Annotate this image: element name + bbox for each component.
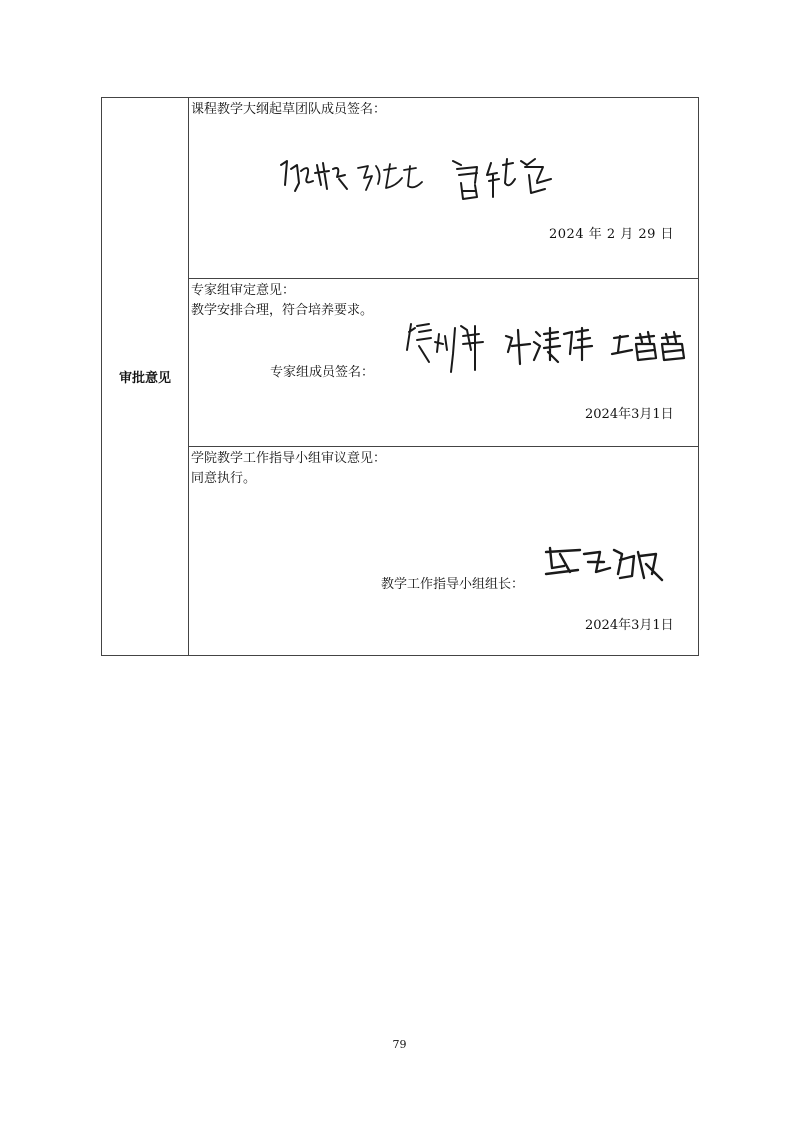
college-group-opinion: 同意执行。 [191, 471, 257, 486]
drafting-signature-1 [277, 155, 355, 195]
expert-group-date: 2024年3月1日 [585, 407, 674, 422]
expert-signature-3 [610, 330, 690, 364]
college-group-date: 2024年3月1日 [585, 618, 674, 633]
column-divider [188, 98, 189, 655]
drafting-signature-2 [356, 160, 426, 194]
expert-group-heading: 专家组审定意见： [191, 283, 296, 298]
expert-group-opinion: 教学安排合理，符合培养要求。 [191, 303, 374, 318]
expert-signature-label: 专家组成员签名： [270, 365, 375, 380]
expert-signature-1 [405, 320, 497, 376]
expert-signature-2 [502, 324, 594, 370]
page-number: 79 [392, 1038, 407, 1051]
row-divider-2 [188, 446, 698, 447]
college-leader-label: 教学工作指导小组组长： [381, 577, 525, 592]
college-group-heading: 学院教学工作指导小组审议意见： [191, 451, 387, 466]
drafting-team-date: 2024 年 2 月 29 日 [549, 227, 675, 242]
drafting-signature-3 [447, 153, 559, 203]
row-divider-1 [188, 278, 698, 279]
approval-table [101, 97, 699, 656]
college-leader-signature [540, 544, 666, 590]
drafting-team-heading: 课程教学大纲起草团队成员签名： [191, 102, 387, 117]
approval-label: 审批意见 [118, 371, 171, 386]
